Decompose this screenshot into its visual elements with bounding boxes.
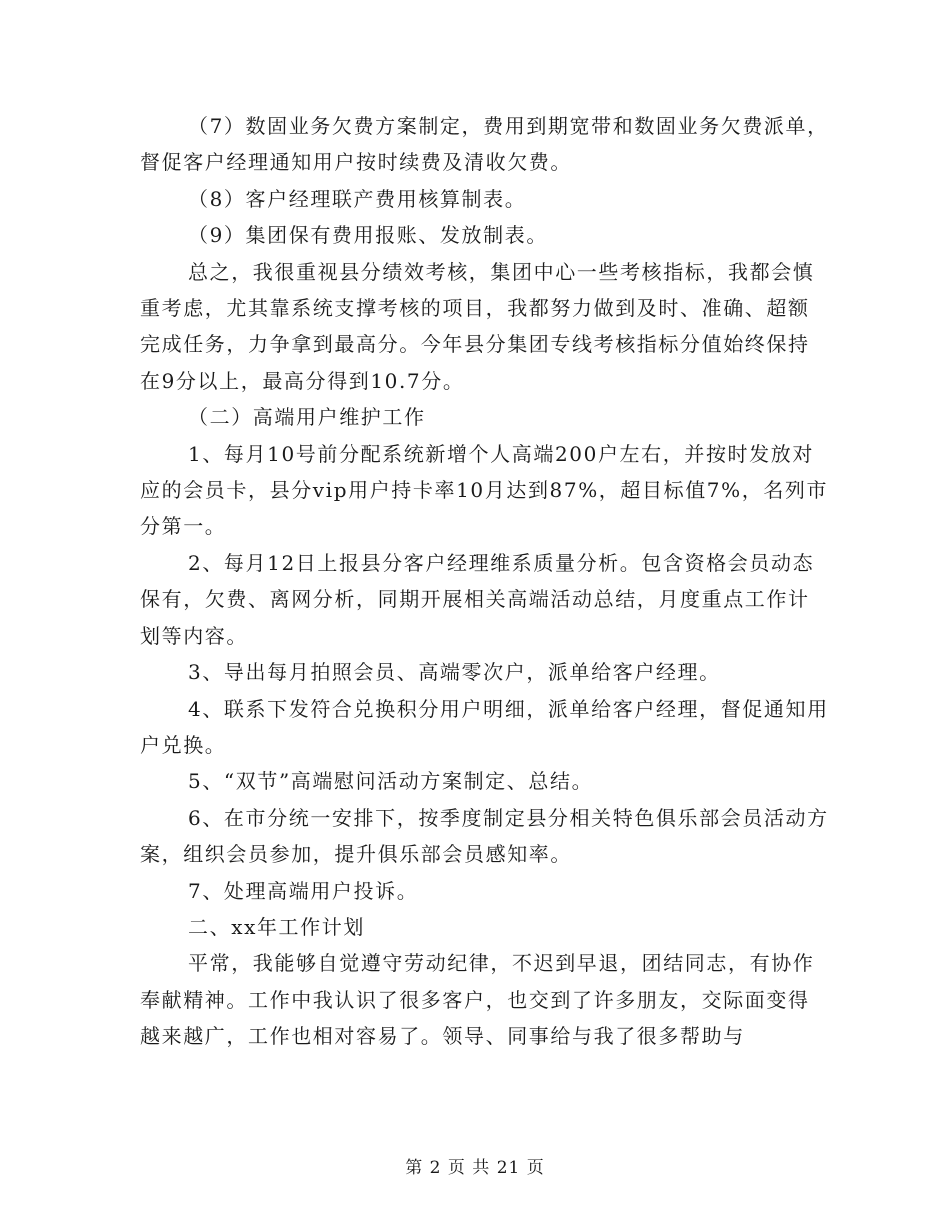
- section-heading: 二、xx年工作计划: [188, 914, 365, 939]
- paragraph: （9）集团保有费用报账、发放制表。: [188, 223, 548, 248]
- document-body: [140, 108, 830, 1055]
- paragraph: 2、每月12日上报县分客户经理维系质量分析。包含资格会员动态保有，欠费、离网分析，同期开展相关高端活动总结，月度重点工作计划等内容。: [140, 550, 815, 648]
- paragraph: 7、处理高端用户投诉。: [188, 878, 419, 903]
- paragraph: （7）数固业务欠费方案制定，费用到期宽带和数固业务欠费派单，督促客户经理通知用户按时续费及清收欠费。: [140, 114, 829, 175]
- paragraph: 6、在市分统一安排下，按季度制定县分相关特色俱乐部会员活动方案，组织会员参加，提升俱乐部会员感知率。: [140, 805, 829, 867]
- paragraph: 总之，我很重视县分绩效考核，集团中心一些考核指标，我都会慎重考虑，尤其靠系统支撑考核的项目，我都努力做到及时、准确、超额完成任务，力争拿到最高分。今年县分集团专线考核指标分值始终保持在9分以上，最高分得到10.7分。: [140, 259, 815, 393]
- section-heading: （二）高端用户维护工作: [188, 405, 426, 430]
- paragraph: 3、导出每月拍照会员、高端零次户，派单给客户经理。: [188, 660, 721, 685]
- paragraph: 5、“双节”高端慰问活动方案制定、总结。: [188, 769, 594, 794]
- paragraph: 4、联系下发符合兑换积分用户明细，派单给客户经理，督促通知用户兑换。: [140, 696, 829, 757]
- paragraph: 平常，我能够自觉遵守劳动纪律，不迟到早退，团结同志，有协作奉献精神。工作中我认识了很多客户，也交到了许多朋友，交际面变得越来越广，工作也相对容易了。领导、同事给与我了很多帮助与: [140, 951, 815, 1049]
- paragraph: （8）客户经理联产费用核算制表。: [188, 186, 527, 211]
- paragraph: 1、每月10号前分配系统新增个人高端200户左右，并按时发放对应的会员卡，县分vip用户持卡率10月达到87%，超目标值7%，名列市分第一。: [140, 441, 829, 539]
- page-number-footer: 第 2 页 共 21 页: [405, 1158, 545, 1178]
